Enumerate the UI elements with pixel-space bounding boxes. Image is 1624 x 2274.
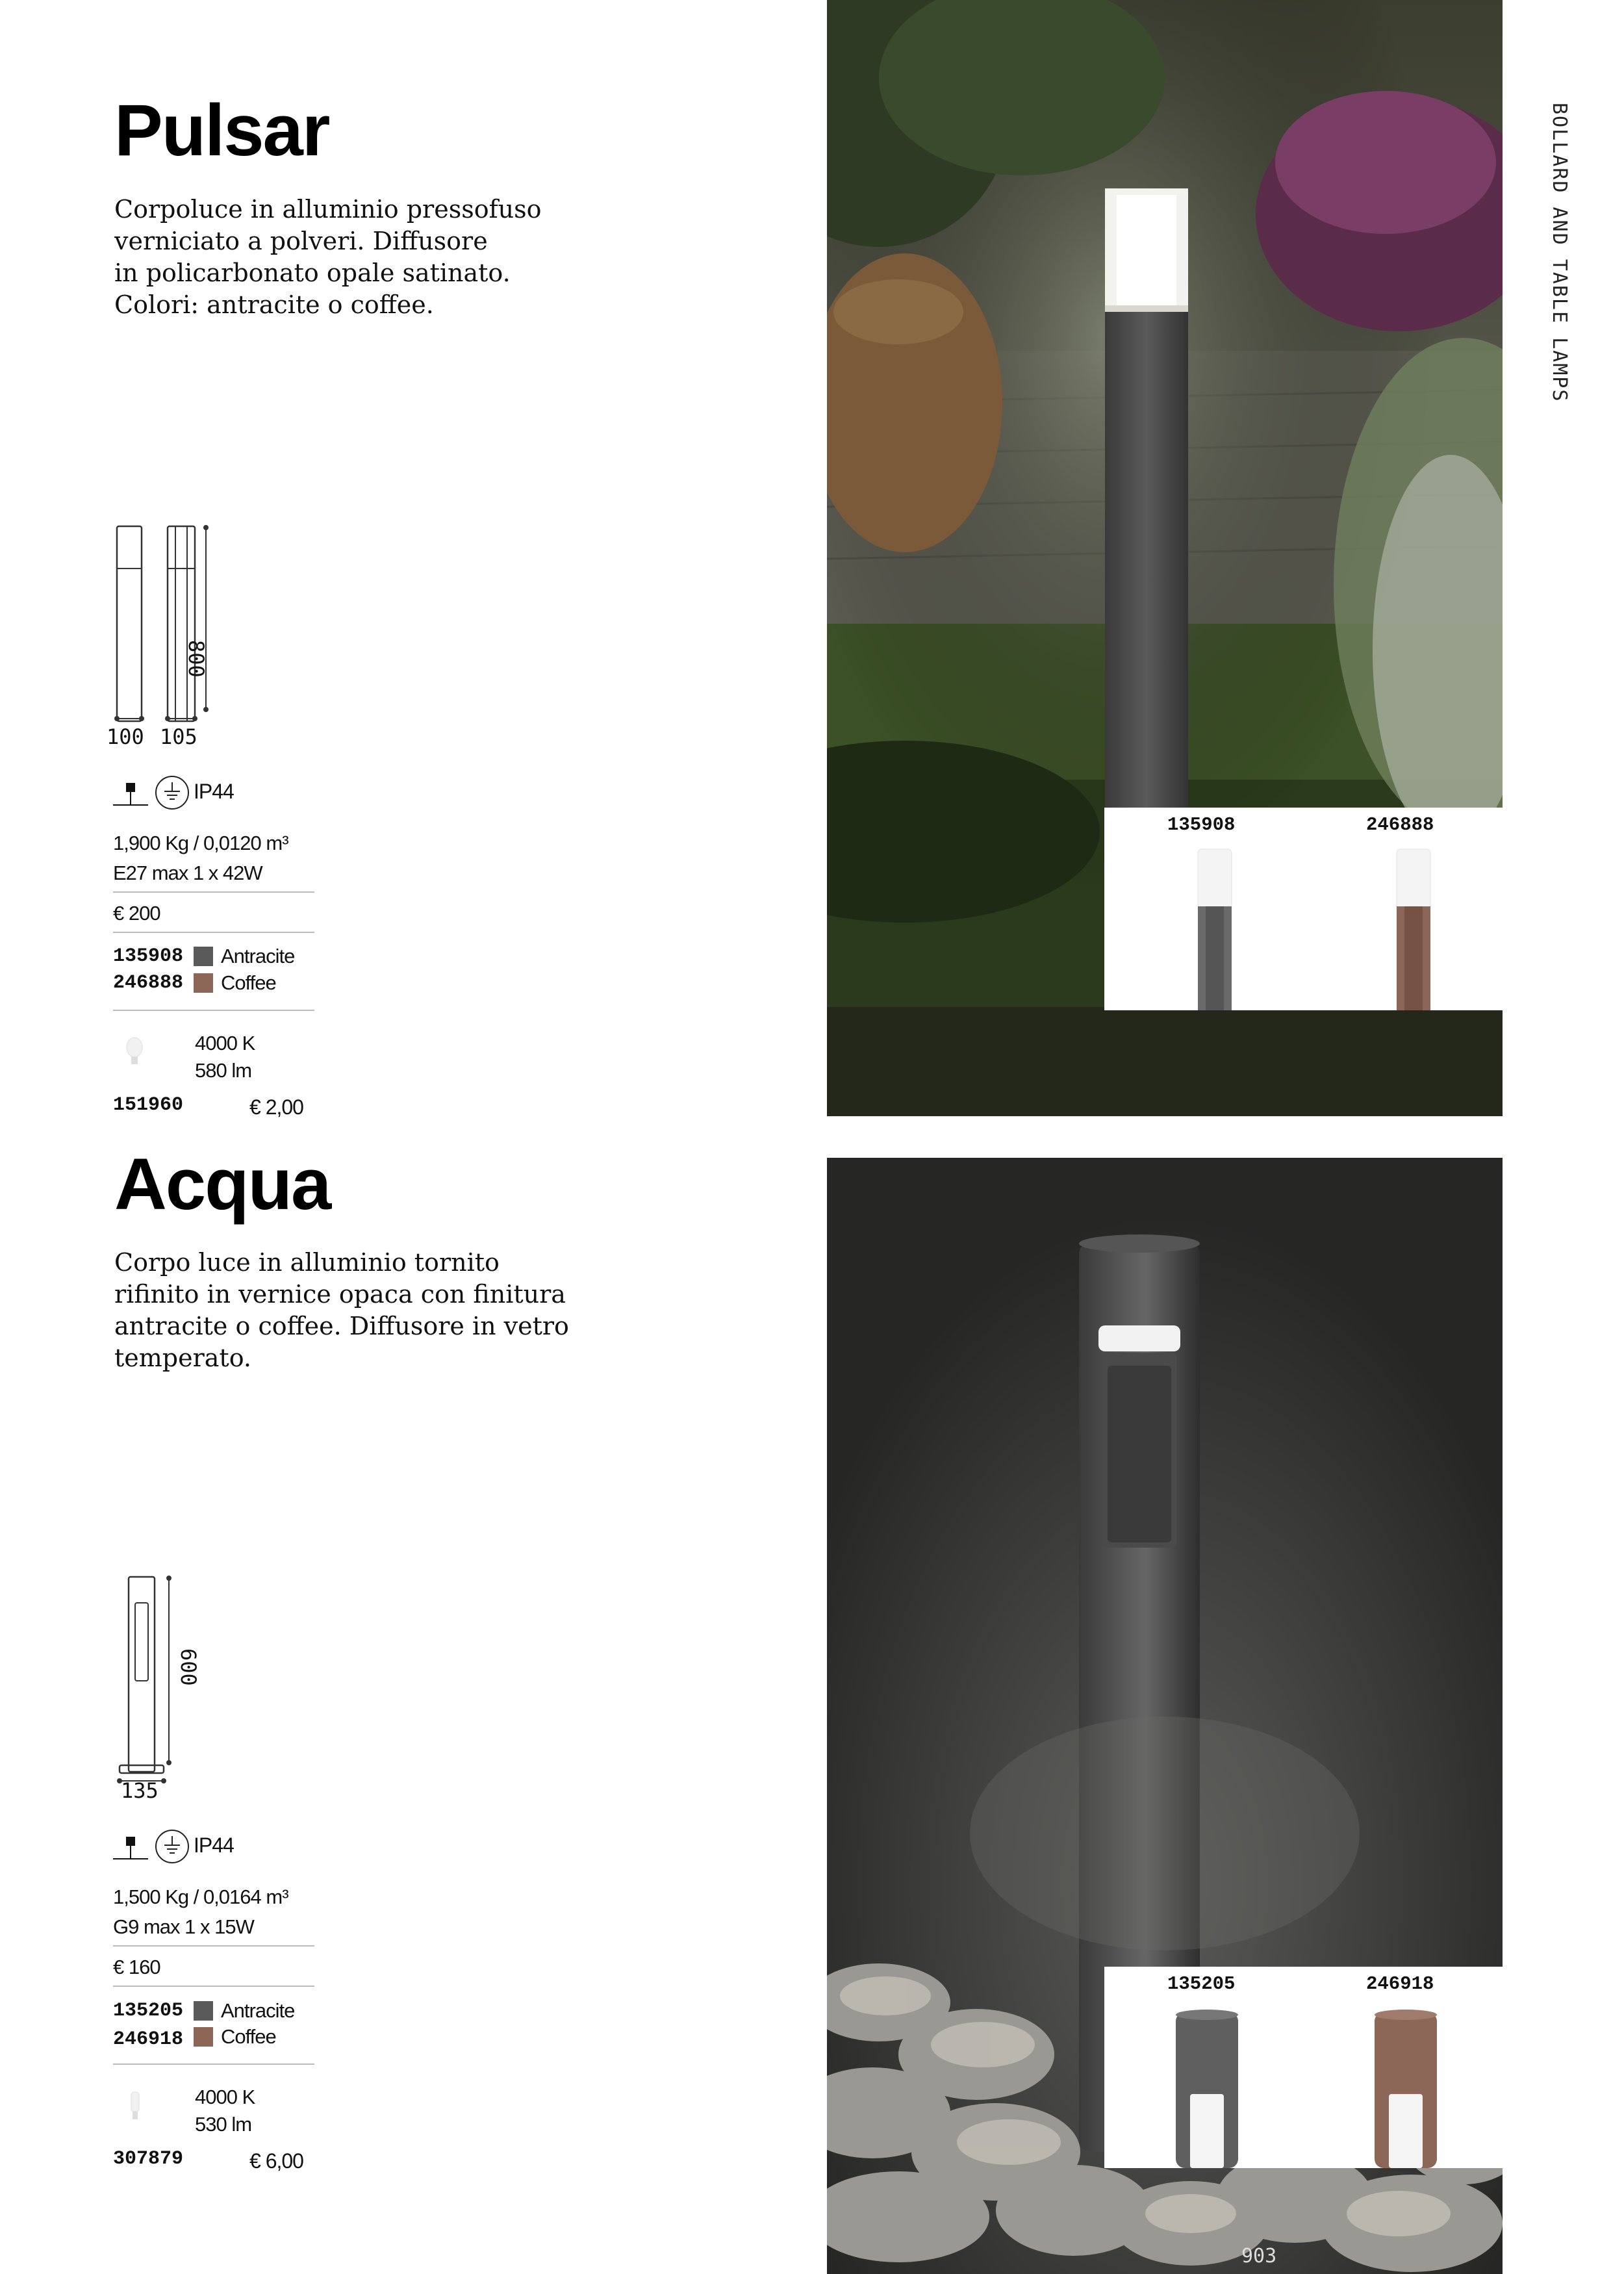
variant-code-acqua-coffee: 246918 [113,2028,184,2050]
variant-preview-code: 246918 [1366,1973,1434,1995]
price-acqua: € 160 [113,1956,160,1978]
lamp-preview-antracite [1161,2010,1252,2168]
color-swatch-antracite [194,2001,213,2021]
divider [113,1945,314,1947]
variant-preview-box-pulsar [1104,808,1503,1010]
divider [113,1010,314,1011]
lamp-spec-acqua: G9 max 1 x 15W [113,1915,254,1938]
bulb-price-pulsar: € 2,00 [249,1095,303,1119]
weight-volume-pulsar: 1,900 Kg / 0,0120 m³ [113,832,288,854]
variant-preview-code: 135205 [1167,1973,1236,1995]
variant-preview-box-acqua [1104,1967,1503,2168]
bulb-icon [125,1036,144,1071]
bulb-price-acqua: € 6,00 [249,2149,303,2173]
variant-preview-code: 246888 [1366,814,1434,836]
color-swatch-coffee [194,973,213,993]
dimension-height-acqua: 600 [176,1648,201,1686]
lamp-spec-pulsar: E27 max 1 x 42W [113,862,262,884]
product-description-acqua: Corpo luce in alluminio tornito rifinito in vernice opaca con finitura antracite o coffee. Diffusore in vetro temperato. [114,1248,569,1372]
color-swatch-antracite [194,947,213,966]
earth-ground-icon [154,774,190,811]
product-description-pulsar: Corpoluce in alluminio pressofuso verniciato a polveri. Diffusore in policarbonato opale satinato. Colori: antracite o coffee. [114,195,542,319]
divider [113,1986,314,1987]
bulb-code-acqua: 307879 [113,2148,184,2170]
page-number: 903 [1241,2245,1277,2268]
divider [113,2063,314,2065]
weight-volume-acqua: 1,500 Kg / 0,0164 m³ [113,1885,288,1908]
variant-code-pulsar-coffee: 246888 [113,972,184,994]
lamp-preview-antracite [1182,847,1247,1010]
bulb-code-pulsar: 151960 [113,1094,184,1116]
dimension-width-acqua: 135 [121,1778,159,1803]
ip-rating-pulsar: IP44 [194,780,234,803]
section-side-label: BOLLARD AND TABLE LAMPS [1548,103,1571,403]
ip-rating-acqua: IP44 [194,1833,234,1857]
product-title-acqua: Acqua [114,1143,331,1225]
dimension-height-pulsar: 800 [184,640,209,678]
bulb-kelvin-acqua: 4000 K [195,2086,255,2108]
variant-code-acqua-antracite: 135205 [113,2000,184,2022]
variant-code-pulsar-antracite: 135908 [113,945,184,967]
divider [113,932,314,933]
lamp-preview-coffee [1360,2010,1451,2168]
variant-color-acqua-coffee: Coffee [221,2025,276,2048]
variant-color-pulsar-antracite: Antracite [221,945,295,967]
bulb-icon [127,2089,143,2125]
earth-ground-icon [154,1828,190,1865]
variant-color-acqua-antracite: Antracite [221,1999,295,2022]
dimension-width-1-pulsar: 100 [107,724,144,749]
variant-preview-code: 135908 [1167,814,1236,836]
dimension-drawing-pulsar [104,520,273,754]
product-title-pulsar: Pulsar [114,90,329,171]
divider [113,891,314,893]
bulb-lumen-acqua: 530 lm [195,2113,252,2136]
lamp-preview-coffee [1381,847,1446,1010]
variant-color-pulsar-coffee: Coffee [221,971,276,994]
ground-install-icon [112,1830,151,1863]
bulb-lumen-pulsar: 580 lm [195,1059,252,1082]
bulb-kelvin-pulsar: 4000 K [195,1032,255,1054]
dimension-width-2-pulsar: 105 [160,724,197,749]
ground-install-icon [112,776,151,809]
price-pulsar: € 200 [113,902,160,925]
color-swatch-coffee [194,2027,213,2047]
